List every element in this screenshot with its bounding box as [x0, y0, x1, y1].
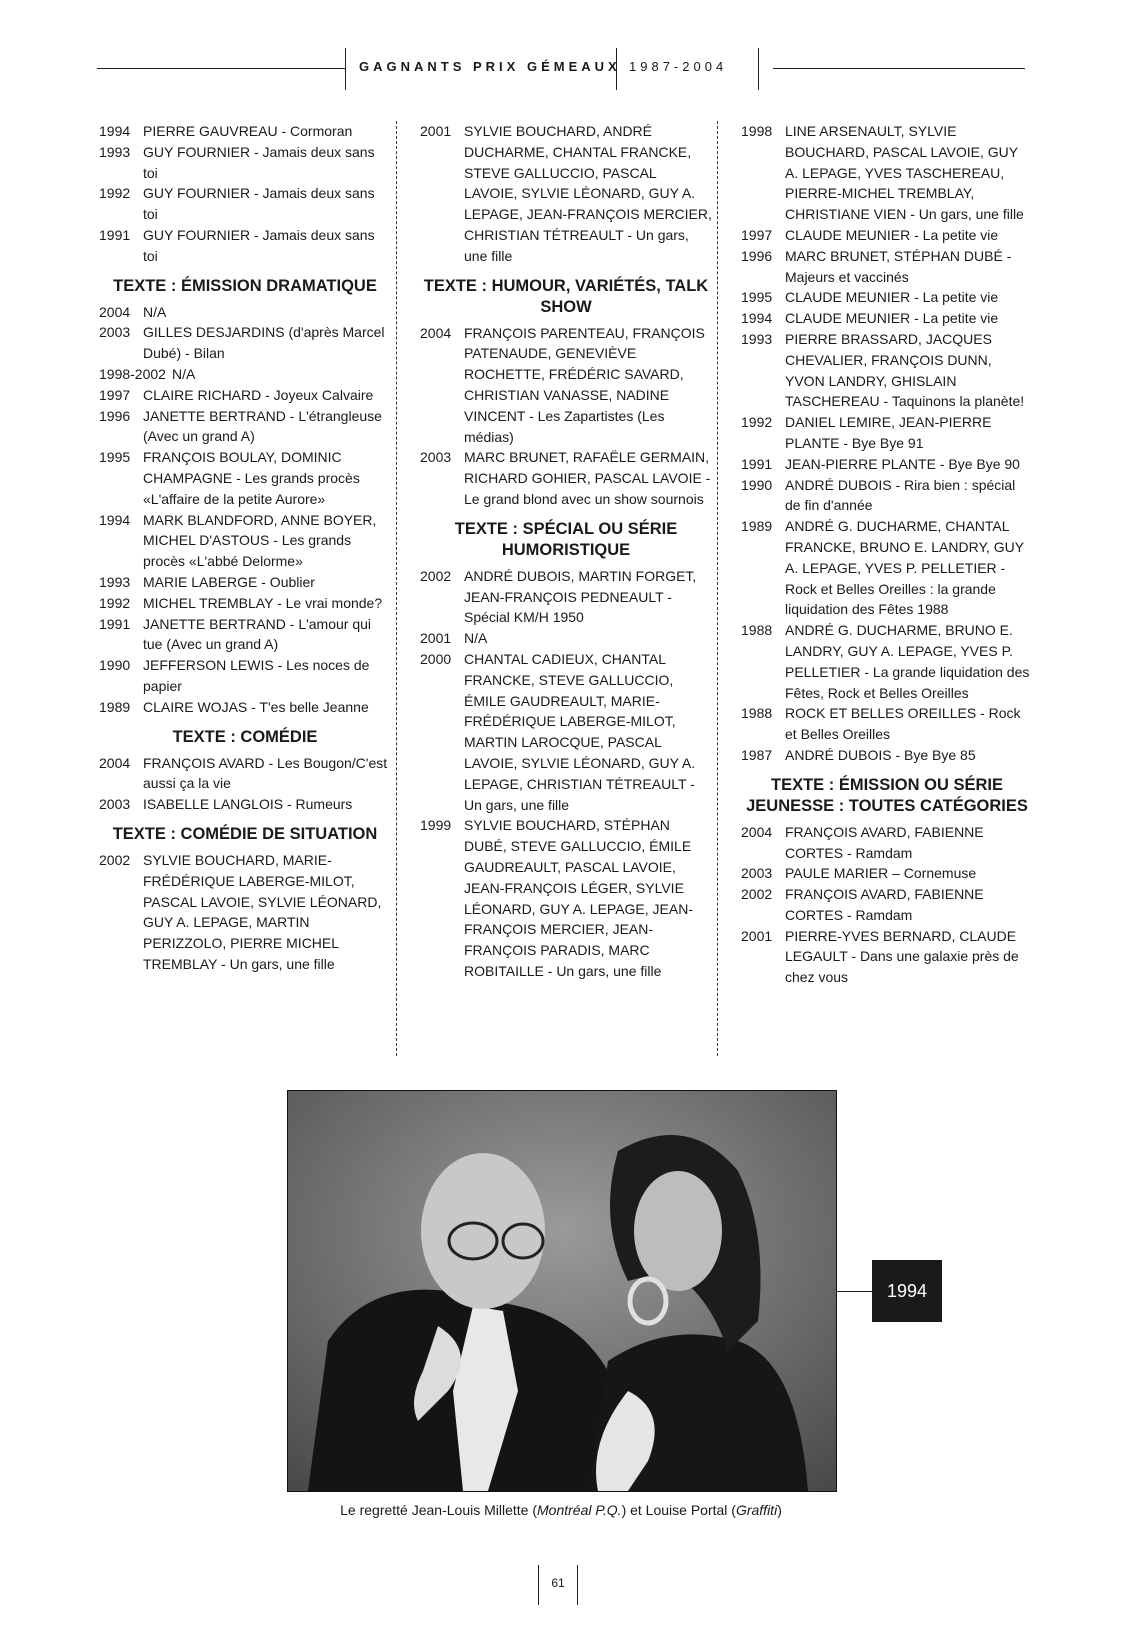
award-entry — [99, 572, 391, 593]
entry-list — [99, 850, 391, 975]
award-entry — [99, 753, 391, 795]
entry-text: ANDRÉ G. DUCHARME, CHANTAL FRANCKE, BRUNO E. LANDRY, GUY A. LEPAGE, YVES P. PELLETIER - Rock et Belles Oreilles : la grande liquidation des Fêtes 1988 — [785, 518, 1024, 618]
header-divider — [616, 48, 617, 90]
entry-year: 2001 — [420, 630, 452, 647]
award-entry — [99, 794, 391, 815]
entry-text: N/A — [171, 365, 196, 382]
award-entry — [99, 225, 391, 267]
caption-text: ) — [777, 1502, 782, 1518]
entry-list — [420, 566, 712, 982]
entry-text: ISABELLE LANGLOIS - Rumeurs — [143, 796, 353, 813]
entry-year: 1987 — [741, 746, 773, 763]
running-header — [97, 48, 1025, 90]
award-entry — [741, 926, 1033, 988]
entry-year: 1995 — [741, 289, 773, 306]
entry-text: ANDRÉ DUBOIS - Rira bien : spécial de fin d'année — [785, 476, 1016, 514]
entry-year: 2003 — [99, 796, 131, 813]
entry-text: CLAIRE WOJAS - T'es belle Jeanne — [143, 698, 369, 715]
entry-text: GUY FOURNIER - Jamais deux sans toi — [143, 143, 375, 181]
section-heading: TEXTE : COMÉDIE — [172, 727, 318, 746]
award-entry — [99, 364, 391, 385]
entry-year: 1996 — [741, 247, 773, 264]
award-entry — [741, 745, 1033, 766]
entry-year: 2003 — [420, 449, 452, 466]
entry-list — [99, 121, 391, 267]
award-entry — [741, 121, 1033, 225]
entry-text: ANDRÉ DUBOIS, MARTIN FORGET, JEAN-FRANÇOIS PEDNEAULT - Spécial KM/H 1950 — [464, 567, 697, 626]
entry-text: CLAUDE MEUNIER - La petite vie — [785, 289, 999, 306]
entry-year: 1993 — [99, 143, 131, 160]
entry-year: 1990 — [741, 476, 773, 493]
entry-text: FRANÇOIS AVARD, FABIENNE CORTES - Ramdam — [785, 886, 984, 923]
award-entry — [420, 815, 712, 981]
entry-year: 1993 — [741, 330, 773, 347]
entry-year: 2003 — [99, 324, 131, 341]
column-1 — [99, 121, 391, 975]
entry-text: JEFFERSON LEWIS - Les noces de papier — [143, 657, 370, 694]
award-entry — [99, 697, 391, 718]
section-heading: TEXTE : ÉMISSION DRAMATIQUE — [113, 276, 377, 295]
entry-text: N/A — [464, 630, 488, 647]
entry-year: 1991 — [99, 615, 131, 632]
entry-text: JEAN-PIERRE PLANTE - Bye Bye 90 — [785, 455, 1020, 472]
entry-year: 1990 — [99, 657, 131, 674]
entry-year: 2003 — [741, 865, 773, 882]
entry-text: PAULE MARIER – Cornemuse — [785, 865, 977, 882]
entry-year: 1995 — [99, 449, 131, 466]
entry-text: PIERRE-YVES BERNARD, CLAUDE LEGAULT - Dans une galaxie près de chez vous — [785, 927, 1019, 986]
entry-year: 2001 — [420, 123, 452, 139]
award-entry — [741, 863, 1033, 884]
entry-text: GILLES DESJARDINS (d'après Marcel Dubé) - Bilan — [143, 324, 385, 362]
photo-caption — [200, 1502, 922, 1518]
page-number: 61 — [551, 1576, 565, 1590]
section-heading: TEXTE : SPÉCIAL OU SÉRIE HUMORISTIQUE — [454, 519, 678, 559]
header-rule-right — [773, 68, 1025, 69]
award-entry — [99, 655, 391, 697]
entry-text: MARC BRUNET, STÉPHAN DUBÉ - Majeurs et vaccinés — [785, 247, 1012, 285]
award-entry — [99, 614, 391, 656]
entry-list — [99, 302, 391, 718]
entry-year: 1988 — [741, 705, 773, 722]
entry-text: MICHEL TREMBLAY - Le vrai monde? — [143, 594, 383, 611]
entry-text: CHANTAL CADIEUX, CHANTAL FRANCKE, STEVE GALLUCCIO, ÉMILE GAUDREAULT, MARIE-FRÉDÉRIQUE LABERGE-MILOT, MARTIN LAROCQUE, PASCAL LAVOIE, SYLVIE LÉONARD, GUY A. LEPAGE, CHRISTIAN TÉTREAULT - Un gars, une fille — [464, 650, 696, 813]
award-entry — [99, 850, 391, 975]
entry-year: 2000 — [420, 650, 452, 667]
column-divider — [396, 121, 397, 1056]
entry-text: SYLVIE BOUCHARD, STÉPHAN DUBÉ, STEVE GALLUCCIO, ÉMILE GAUDREAULT, PASCAL LAVOIE, JEAN-FRANÇOIS LÉGER, SYLVIE LÉONARD, GUY A. LEPAGE, JEAN-FRANÇOIS MERCIER, JEAN-FRANÇOIS PARADIS, MARC ROBITAILLE - Un gars, une fille — [464, 817, 693, 979]
entry-year: 1994 — [741, 310, 773, 327]
caption-show-title: Graffiti — [735, 1502, 778, 1518]
entry-text: SYLVIE BOUCHARD, MARIE-FRÉDÉRIQUE LABERGE-MILOT, PASCAL LAVOIE, SYLVIE LÉONARD, GUY A. LEPAGE, MARTIN PERIZZOLO, PIERRE MICHEL TREMBLAY - Un gars, une fille — [143, 851, 382, 972]
entry-text: SYLVIE BOUCHARD, ANDRÉ DUCHARME, CHANTAL FRANCKE, STEVE GALLUCCIO, PASCAL LAVOIE, SYLVIE LÉONARD, GUY A. LEPAGE, JEAN-FRANÇOIS MERCIER, CHRISTIAN TÉTREAULT - Un gars, une fille — [464, 123, 712, 264]
entry-list — [741, 822, 1033, 988]
award-entry — [99, 121, 391, 142]
entry-year: 2004 — [99, 303, 131, 320]
award-entry — [741, 516, 1033, 620]
entry-text: FRANÇOIS PARENTEAU, FRANÇOIS PATENAUDE, GENEVIÈVE ROCHETTE, FRÉDÉRIC SAVARD, CHRISTIAN VANASSE, NADINE VINCENT - Les Zapartistes (Les médias) — [464, 324, 705, 445]
award-entry — [420, 447, 712, 509]
entry-text: GUY FOURNIER - Jamais deux sans toi — [143, 185, 375, 223]
entry-text: CLAIRE RICHARD - Joyeux Calvaire — [143, 386, 374, 403]
award-entry — [741, 308, 1033, 329]
award-entry — [420, 566, 712, 628]
header-rule-left — [97, 68, 345, 69]
entry-text: MARIE LABERGE - Oublier — [143, 573, 315, 590]
award-entry — [741, 620, 1033, 703]
award-entry — [741, 329, 1033, 412]
award-entry — [420, 323, 712, 448]
entry-year: 1997 — [99, 386, 131, 403]
entry-list — [420, 121, 712, 267]
award-entry — [741, 225, 1033, 246]
award-entry — [741, 454, 1033, 475]
award-entry — [99, 142, 391, 184]
entry-year: 1994 — [99, 511, 131, 528]
tag-connector — [836, 1291, 872, 1292]
award-entry — [741, 246, 1033, 288]
entry-text: FRANÇOIS BOULAY, DOMINIC CHAMPAGNE - Les grands procès «L'affaire de la petite Aurore» — [143, 449, 360, 507]
entry-year: 1993 — [99, 573, 131, 590]
entry-list — [99, 753, 391, 815]
entry-year: 1988 — [741, 622, 773, 639]
header-title: GAGNANTS PRIX GÉMEAUX — [359, 59, 621, 74]
column-3 — [741, 121, 1033, 988]
award-entry — [741, 822, 1033, 864]
photo-illustration — [288, 1091, 836, 1491]
entry-text: MARC BRUNET, RAFAËLE GERMAIN, RICHARD GOHIER, PASCAL LAVOIE - Le grand blond avec un show sournois — [464, 449, 711, 507]
entry-year: 1994 — [99, 123, 131, 139]
entry-year: 2002 — [741, 886, 773, 903]
award-entry — [741, 287, 1033, 308]
entry-year: 1991 — [99, 226, 131, 243]
award-entry — [741, 412, 1033, 454]
entry-text: FRANÇOIS AVARD, FABIENNE CORTES - Ramdam — [785, 823, 984, 861]
entry-text: ANDRÉ G. DUCHARME, BRUNO E. LANDRY, GUY A. LEPAGE, YVES P. PELLETIER - La grande liquidation des Fêtes, Rock et Belles Oreilles — [785, 622, 1030, 701]
entry-year: 1998 — [741, 123, 773, 139]
header-divider — [345, 48, 346, 90]
award-entry — [420, 121, 712, 267]
caption-show-title: Montréal P.Q. — [537, 1502, 622, 1518]
entry-text: PIERRE BRASSARD, JACQUES CHEVALIER, FRANÇOIS DUNN, YVON LANDRY, GHISLAIN TASCHEREAU - Taquinons la planète! — [785, 330, 1025, 410]
entry-text: MARK BLANDFORD, ANNE BOYER, MICHEL D'ASTOUS - Les grands procès «L'abbé Delorme» — [143, 511, 377, 570]
entry-text: GUY FOURNIER - Jamais deux sans toi — [143, 226, 375, 264]
award-entry — [741, 475, 1033, 517]
award-entry — [99, 302, 391, 323]
entry-text: N/A — [143, 303, 167, 320]
entry-list — [420, 323, 712, 510]
entry-text: PIERRE GAUVREAU - Cormoran — [143, 123, 353, 139]
entry-year: 1997 — [741, 226, 773, 243]
entry-text: JANETTE BERTRAND - L'étrangleuse (Avec un grand A) — [143, 407, 382, 445]
award-entry — [99, 322, 391, 364]
entry-year: 1992 — [99, 594, 131, 611]
award-entry — [741, 884, 1033, 926]
award-entry — [99, 593, 391, 614]
header-divider — [758, 48, 759, 90]
entry-text: ROCK ET BELLES OREILLES - Rock et Belles Oreilles — [785, 705, 1021, 743]
section-heading: TEXTE : ÉMISSION OU SÉRIE JEUNESSE : TOUTES CATÉGORIES — [746, 775, 1028, 815]
entry-year: 1992 — [99, 185, 131, 202]
award-entry — [741, 703, 1033, 745]
entry-year: 1998-2002 — [99, 365, 166, 382]
entry-year: 1999 — [420, 817, 452, 834]
entry-list — [741, 121, 1033, 766]
entry-year: 2004 — [741, 823, 773, 840]
entry-text: JANETTE BERTRAND - L'amour qui tue (Avec un grand A) — [143, 615, 372, 653]
entry-year: 2004 — [99, 754, 131, 771]
award-entry — [99, 406, 391, 448]
award-entry — [99, 447, 391, 509]
award-entry — [420, 649, 712, 815]
page-number-block — [538, 1565, 578, 1605]
entry-year: 2002 — [420, 567, 452, 584]
award-entry — [99, 510, 391, 572]
caption-text: Le regretté Jean-Louis Millette ( — [340, 1502, 537, 1518]
column-2 — [420, 121, 712, 982]
section-heading: TEXTE : COMÉDIE DE SITUATION — [112, 824, 378, 843]
entry-text: ANDRÉ DUBOIS - Bye Bye 85 — [785, 746, 976, 763]
entry-year: 2004 — [420, 324, 452, 341]
award-entry — [420, 628, 712, 649]
section-heading: TEXTE : HUMOUR, VARIÉTÉS, TALK SHOW — [423, 276, 709, 316]
entry-year: 1992 — [741, 414, 773, 431]
column-divider — [717, 121, 718, 1056]
entry-text: DANIEL LEMIRE, JEAN-PIERRE PLANTE - Bye Bye 91 — [785, 414, 992, 451]
entry-year: 1989 — [99, 698, 131, 715]
header-years: 1987-2004 — [629, 59, 728, 74]
entry-text: CLAUDE MEUNIER - La petite vie — [785, 310, 999, 327]
entry-year: 1996 — [99, 407, 131, 424]
page-number-rule — [577, 1565, 578, 1605]
year-tag: 1994 — [872, 1260, 942, 1322]
entry-text: LINE ARSENAULT, SYLVIE BOUCHARD, PASCAL LAVOIE, GUY A. LEPAGE, YVES TASCHEREAU, PIERRE-MICHEL TREMBLAY, CHRISTIANE VIEN - Un gars, une fille — [785, 123, 1024, 223]
award-entry — [99, 183, 391, 225]
entry-text: CLAUDE MEUNIER - La petite vie — [785, 226, 999, 243]
entry-year: 1991 — [741, 455, 773, 472]
entry-text: FRANÇOIS AVARD - Les Bougon/C'est aussi ça la vie — [143, 754, 388, 792]
award-entry — [99, 385, 391, 406]
photo — [287, 1090, 837, 1492]
entry-year: 2001 — [741, 927, 773, 944]
entry-year: 2002 — [99, 851, 131, 868]
entry-year: 1989 — [741, 518, 773, 535]
caption-text: ) et Louise Portal ( — [621, 1502, 736, 1518]
